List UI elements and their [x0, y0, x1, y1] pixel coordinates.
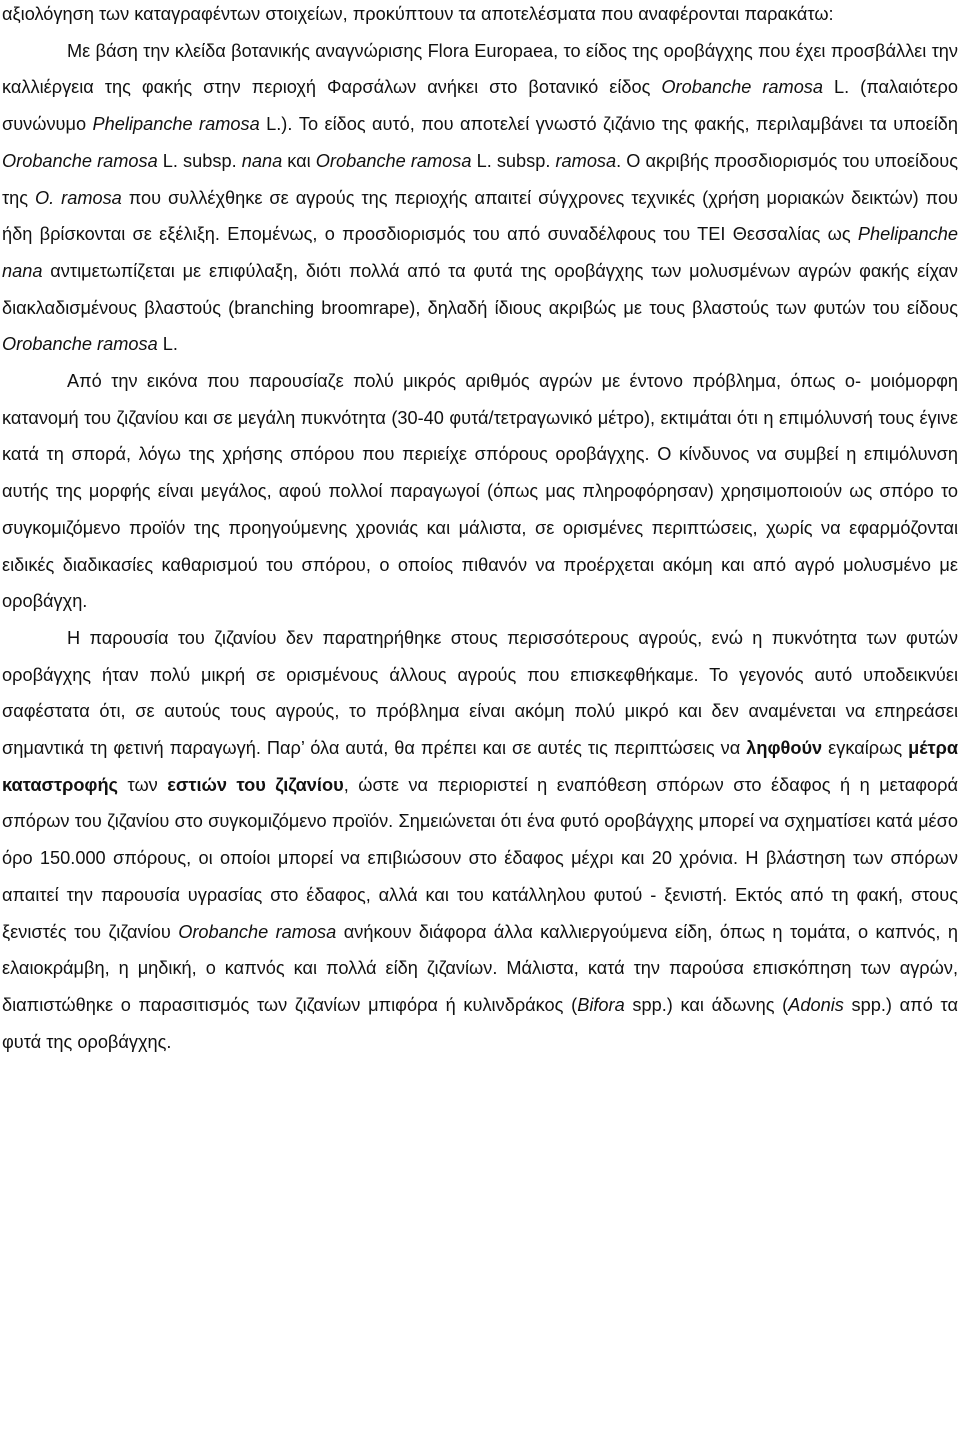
text-run: L.	[157, 334, 178, 355]
text-run: Η παρουσία του ζιζανίου δεν παρατηρήθηκε στους περισσότερους αγρούς, ενώ η πυκνότητα των φυτών οροβάγχης ήταν πολύ μικρή σε ορισμένους άλλους αγρούς που επισκεφθήκαμε. Το γεγονός αυτό υποδεικνύει σαφέστατα ότι, σε αυτούς τους αγρούς, το πρόβλημα είναι ακόμη πολύ μικρό και δεν αναμένεται να επηρεάσει σημαντικά τη φετινή παραγωγή. Παρ’ όλα αυτά, θα πρέπει και σε αυτές τις περιπτώσεις να	[2, 627, 958, 759]
italic-text: O. ramosa	[35, 187, 122, 208]
italic-text: Bifora	[577, 994, 625, 1015]
bold-text: ληφθούν	[746, 738, 823, 759]
italic-text: Phelipanche ramosa	[92, 114, 260, 135]
paragraph-infestation-source	[2, 363, 958, 620]
text-run: spp.) και άδωνης (	[624, 994, 789, 1015]
text-run: και	[282, 150, 316, 171]
italic-text: Phelipanche nana	[2, 224, 958, 281]
text-run: που συλλέχθηκε σε αγρούς της περιοχής απαιτεί σύγχρονες τεχνικές (χρήση μοριακών δεικτών) που ήδη βρίσκονται σε εξέλιξη. Επομένως, ο προσδιορισμός του από συναδέλφους του ΤΕΙ Θεσσαλίας ως	[2, 187, 959, 245]
text-run: ανήκουν διάφορα άλλα καλλιεργούμενα είδη, όπως η τομάτα, ο καπνός, η ελαιοκράμβη, η μηδική, ο καπνός και πολλά είδη ζιζανίων. Μάλιστα, κατά την παρούσα επισκόπηση των αγρών, διαπιστώθηκε ο παρασιτισμός των ζιζανίων μπιφόρα ή κυλινδράκος (	[2, 921, 958, 1015]
text-run: spp.) από τα φυτά της οροβάγχης.	[2, 994, 958, 1052]
paragraph-intro	[2, 0, 958, 33]
paragraph-species-identification	[2, 33, 958, 363]
italic-text: ramosa	[555, 150, 617, 171]
text-run: L. subsp.	[157, 150, 242, 171]
italic-text: Orobanche ramosa	[2, 150, 158, 171]
text-run: Από την εικόνα που παρουσίαζε πολύ μικρός αριθμός αγρών με έντονο πρόβλημα, όπως ο- μοιόμορφη κατανομή του ζιζανίου και σε μεγάλη πυκνότητα (30-40 φυτά/τετραγωνικό μέτρο), εκτιμάται ότι η επιμόλυνσή τους έγινε κατά τη σπορά, λόγω της χρήσης σπόρου που περιείχε σπόρους οροβάγχης. Ο κίνδυνος να συμβεί η επιμόλυνση αυτής της μορφής είναι μεγάλος, αφού πολλοί παραγωγοί (όπως μας πληροφόρησαν) χρησιμοποιούν ως σπόρο το συγκομιζόμενο προϊόν της προηγούμενης χρονιάς και μάλιστα, σε ορισμένες περιπτώσεις, χωρίς να εφαρμόζονται ειδικές διαδικασίες καθαρισμού του σπόρου, ο οποίος πιθανόν να προέρχεται ακόμη και από αγρό μολυσμένο με οροβάγχη.	[2, 371, 958, 612]
italic-text: Orobanche ramosa	[178, 921, 337, 942]
text-run: Με βάση την κλείδα βοτανικής αναγνώρισης Flora Europaea, το είδος της οροβάγχης που έχει προσβάλλει την καλλιέργεια της φακής στην περιοχή Φαρσάλων ανήκει στο βοτανικό είδος	[2, 40, 958, 98]
bold-text: εστιών του ζιζανίου	[167, 774, 344, 795]
text-run: αντιμετωπίζεται με επιφύλαξη, διότι πολλά από τα φυτά της οροβάγχης των μολυσμένων αγρών φακής είχαν διακλαδισμένους βλαστούς (branching broomrape), δηλαδή ίδιους ακριβώς με τους βλαστούς των φυτών του είδους	[2, 260, 958, 318]
italic-text: Orobanche ramosa	[315, 150, 472, 171]
italic-text: Orobanche ramosa	[661, 77, 824, 98]
text-run: L. subsp.	[471, 150, 556, 171]
italic-text: Adonis	[788, 994, 844, 1015]
text-run: L.). Το είδος αυτό, που αποτελεί γνωστό ζιζάνιο της φακής, περιλαμβάνει τα υποείδη	[259, 114, 959, 135]
text-run: L. (παλαιότερο συνώνυμο	[2, 77, 959, 135]
italic-text: nana	[241, 150, 283, 171]
text-run: . Ο ακριβής προσδιορισμός του υποείδους της	[2, 150, 959, 208]
text-run: εγκαίρως	[822, 738, 909, 759]
text-run: των	[118, 774, 168, 795]
paragraph-weed-presence	[2, 620, 958, 1060]
text-run: , ώστε να περιοριστεί η εναπόθεση σπόρων στο έδαφος ή η μεταφορά σπόρων του ζιζανίου στο συγκομιζόμενο προϊόν. Σημειώνεται ότι ένα φυτό οροβάγχης μπορεί να σχηματίσει κατά μέσο όρο 150.000 σπόρους, οι οποίοι μπορεί να επιβιώσουν στο έδαφος μέχρι και 20 χρόνια. Η βλάστηση των σπόρων απαιτεί την παρουσία υγρασίας στο έδαφος, αλλά και του κατάλληλου φυτού - ξενιστή. Εκτός από τη φακή, στους ξενιστές του ζιζανίου	[2, 774, 959, 942]
bold-text: μέτρα καταστροφής	[2, 738, 959, 795]
text-run: αξιολόγηση των καταγραφέντων στοιχείων, προκύπτουν τα αποτελέσματα που αναφέρονται παρακάτω:	[2, 4, 834, 24]
italic-text: Orobanche ramosa	[2, 334, 158, 355]
